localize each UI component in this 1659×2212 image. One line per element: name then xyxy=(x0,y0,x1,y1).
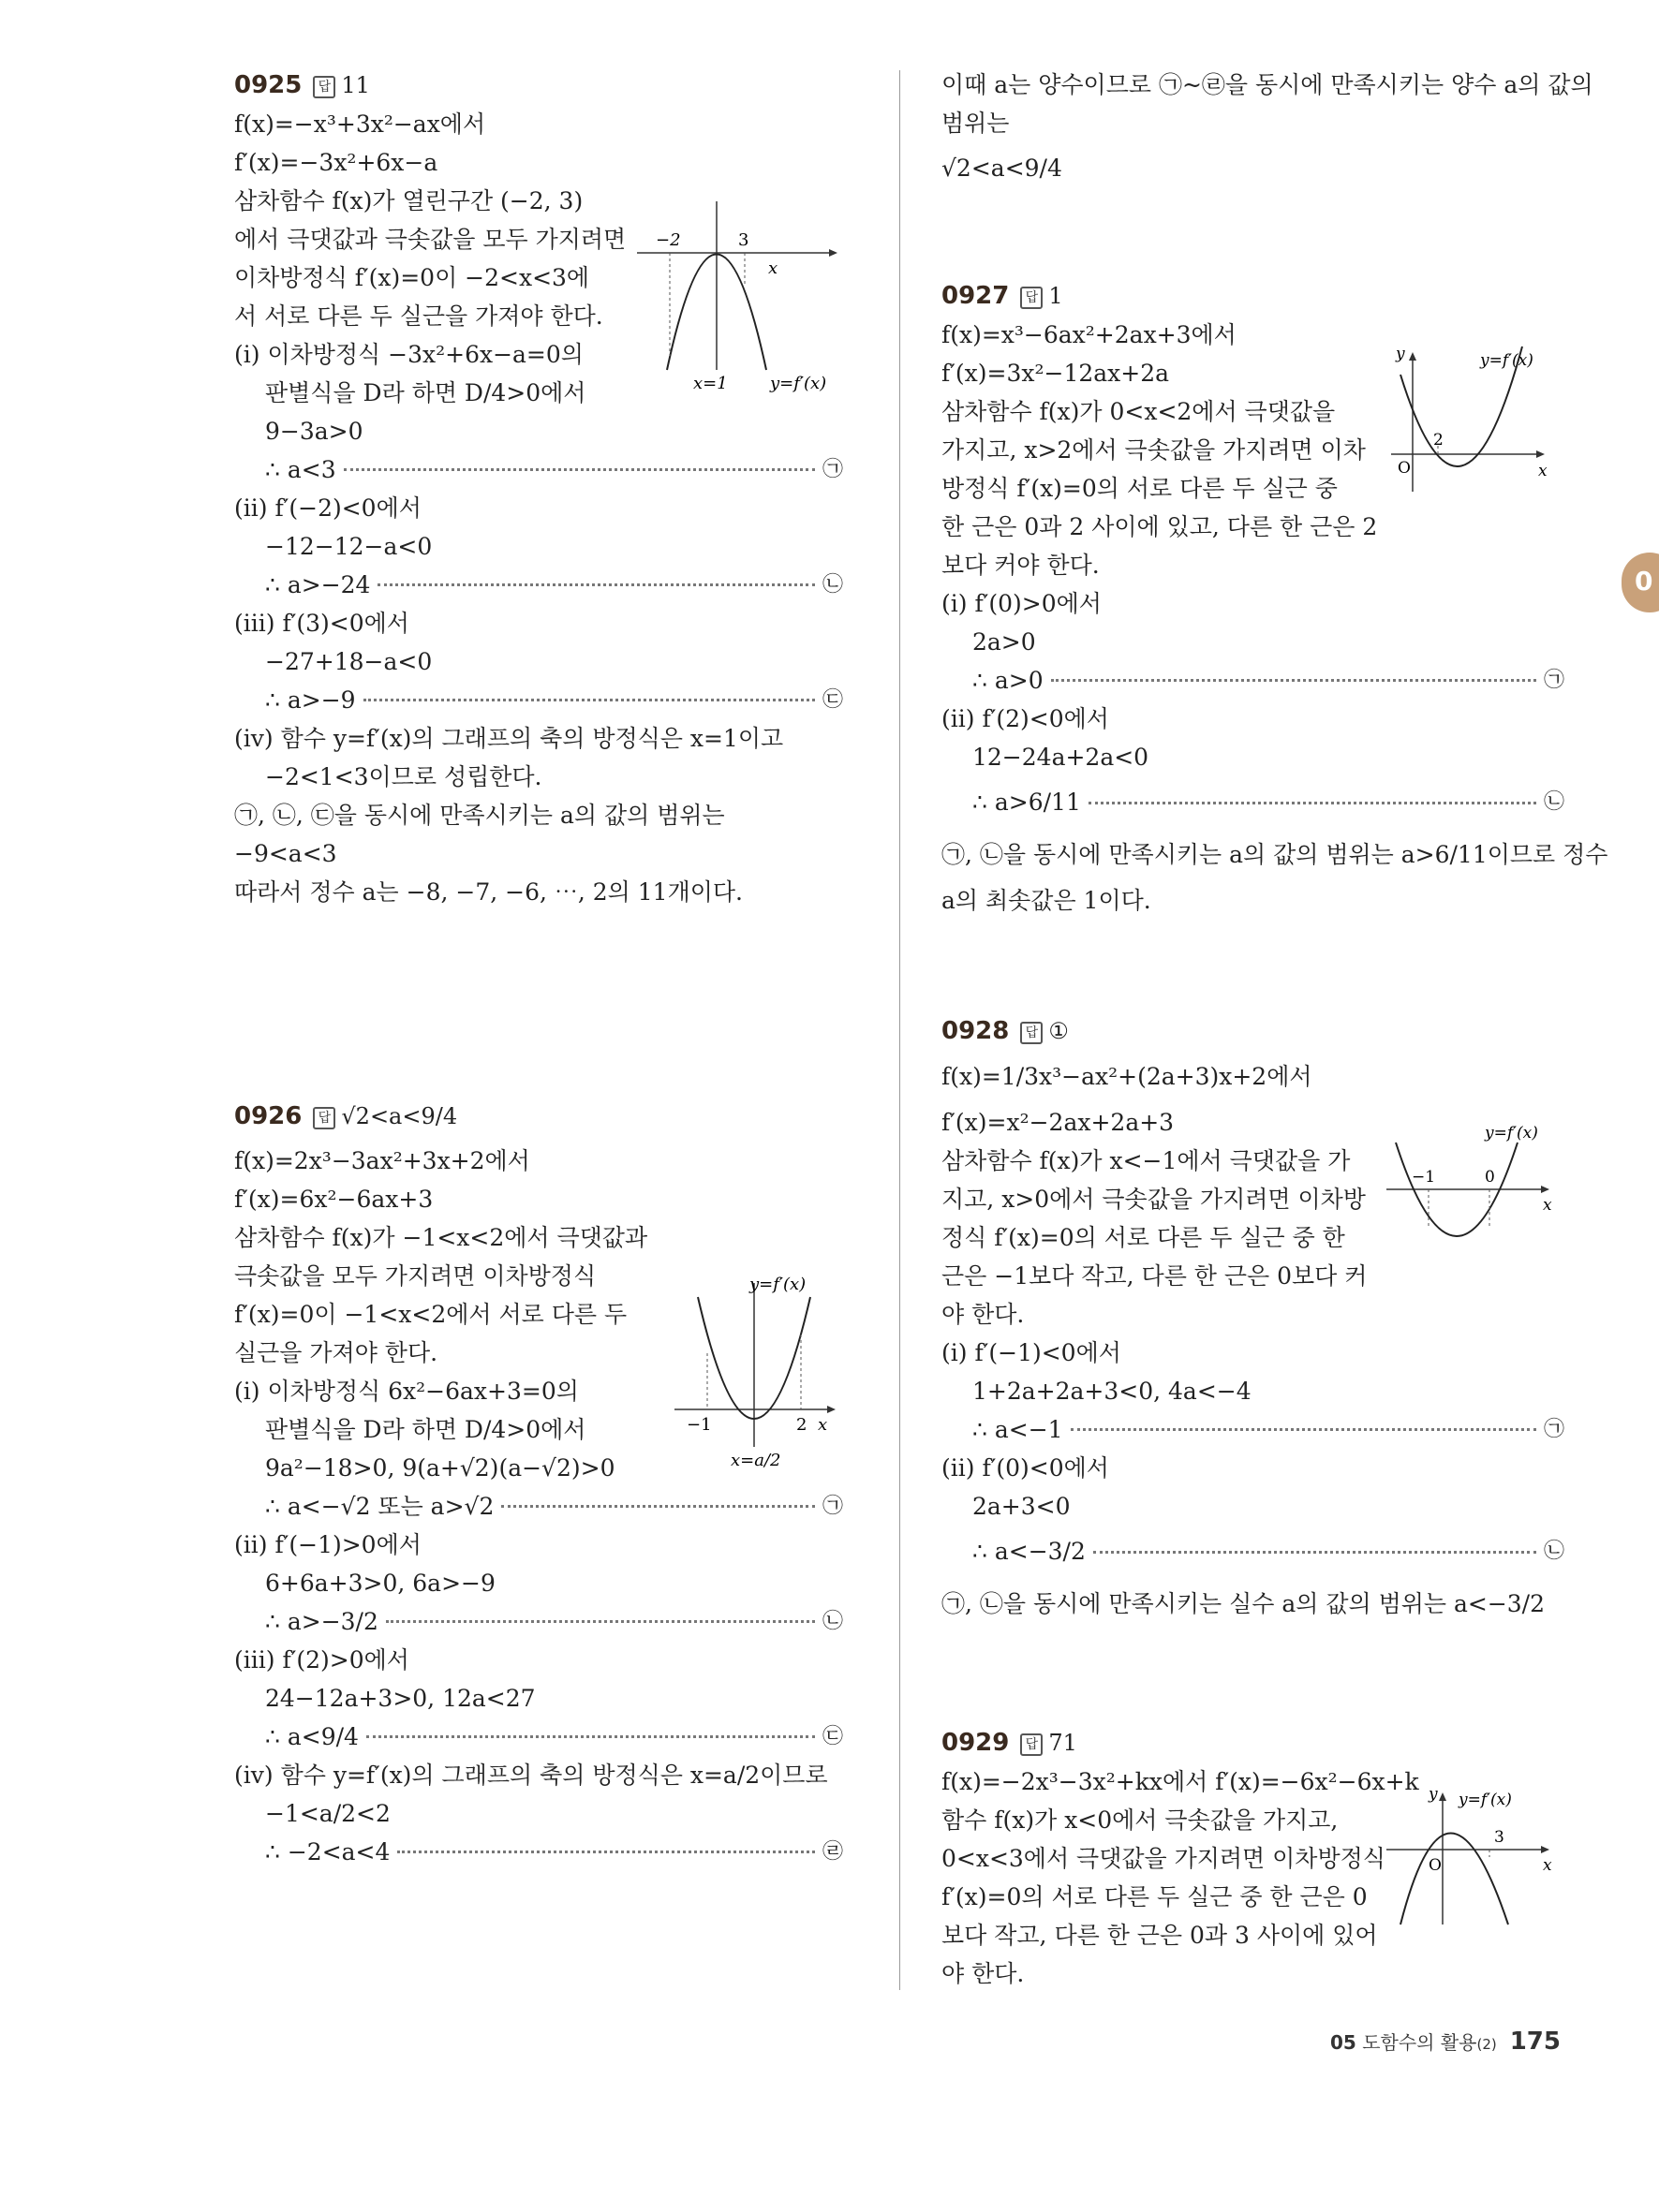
parabola-graph xyxy=(670,1269,843,1484)
condition-text: ∴ a<3 xyxy=(265,456,336,483)
chapter-subtitle: (2) xyxy=(1476,2036,1497,2053)
text-line: 9−3a>0 xyxy=(265,418,363,445)
problem-0929 xyxy=(941,1723,1564,1993)
problem-header xyxy=(234,66,843,105)
text-line: ㉠, ㉡을 동시에 만족시키는 실수 a의 값의 범위는 a<−3/2 xyxy=(941,1590,1546,1617)
left-root-label: −2 xyxy=(656,230,681,250)
text-line: −1<a/2<2 xyxy=(265,1800,391,1827)
y-axis-label: y xyxy=(1396,345,1405,363)
answer-badge-icon: 답 xyxy=(313,1107,335,1129)
chapter-number: 05 xyxy=(1329,2031,1356,2054)
text-line: 보다 커야 한다. xyxy=(941,552,1100,579)
condition-text: ∴ a>−24 xyxy=(265,571,371,598)
condition-mark: ㉢ xyxy=(822,1725,843,1748)
right-tick-label: 0 xyxy=(1485,1168,1495,1187)
text-line: (i) f′(−1)<0에서 xyxy=(941,1339,1121,1366)
text-line: 야 한다. xyxy=(941,1301,1025,1328)
dot-leader xyxy=(366,1735,815,1738)
text-line: 실근을 가져야 한다. xyxy=(234,1339,438,1366)
curve-label: y=f′(x) xyxy=(770,374,827,393)
condition-row xyxy=(941,661,1564,700)
y-axis-label: y xyxy=(1429,1785,1438,1804)
condition-text: ∴ a<−1 xyxy=(972,1416,1063,1443)
text-line: 삼차함수 f(x)가 x<−1에서 극댓값을 가 xyxy=(941,1147,1351,1174)
text-line: 야 한다. xyxy=(941,1960,1025,1987)
text-line: f′(x)=3x²−12ax+2a xyxy=(941,360,1170,387)
text-line: −27+18−a<0 xyxy=(265,648,433,675)
text-line: 에서 극댓값과 극솟값을 모두 가지려면 xyxy=(234,226,627,253)
parabola-curve xyxy=(1400,1834,1508,1925)
text-line: (iv) 함수 y=f′(x)의 그래프의 축의 방정식은 x=a/2이므로 xyxy=(234,1762,828,1789)
text-line: (ii) f′(0)<0에서 xyxy=(941,1454,1109,1482)
condition-mark: ㉠ xyxy=(1543,669,1564,692)
condition-row xyxy=(234,1487,843,1526)
x-axis-arrow-icon xyxy=(1541,1846,1549,1853)
curve-label: y=f′(x) xyxy=(1459,1791,1512,1809)
right-root-label: 2 xyxy=(796,1415,807,1435)
problem-0925 xyxy=(234,66,843,911)
text-line: 1+2a+2a+3<0, 4a<−4 xyxy=(972,1378,1252,1405)
text-line: f′(x)=0의 서로 다른 두 실근 중 한 근은 0 xyxy=(941,1883,1368,1910)
parabola-graph xyxy=(628,197,843,393)
text-line: f′(x)=−3x²+6x−a xyxy=(234,149,438,176)
condition-mark: ㉠ xyxy=(822,458,843,481)
condition-mark: ㉡ xyxy=(822,1610,843,1633)
text-line: (ii) f′(−1)>0에서 xyxy=(234,1531,422,1558)
answer-value: 71 xyxy=(1048,1730,1077,1756)
text-line: f(x)=1/3x³−ax²+(2a+3)x+2에서 xyxy=(941,1063,1312,1090)
condition-text: ∴ a>−3/2 xyxy=(265,1608,378,1635)
text-line: (i) f′(0)>0에서 xyxy=(941,590,1102,617)
dot-leader xyxy=(397,1851,815,1853)
problem-number: 0927 xyxy=(941,282,1010,310)
x-axis-label: x xyxy=(818,1415,828,1435)
text-line: √2<a<9/4 xyxy=(941,155,1062,182)
condition-mark: ㉠ xyxy=(1543,1418,1564,1441)
condition-row xyxy=(234,450,843,489)
text-line: 삼차함수 f(x)가 −1<x<2에서 극댓값과 xyxy=(234,1224,648,1251)
condition-text: ∴ a>6/11 xyxy=(972,789,1081,816)
condition-row xyxy=(234,1602,843,1641)
page-footer xyxy=(1330,2028,1561,2056)
graph-0927 xyxy=(1386,342,1564,501)
condition-text: ∴ a<−3/2 xyxy=(972,1538,1086,1565)
condition-text: ∴ a<9/4 xyxy=(265,1723,359,1750)
axis-equation-label: x=a/2 xyxy=(731,1451,781,1470)
problem-0926-continued xyxy=(941,66,1593,195)
text-line: 6+6a+3>0, 6a>−9 xyxy=(265,1570,496,1597)
problem-0926 xyxy=(234,1091,843,1871)
text-line: 판별식을 D라 하면 D/4>0에서 xyxy=(265,1416,586,1443)
problem-number: 0926 xyxy=(234,1102,303,1130)
dot-leader xyxy=(1089,802,1536,804)
problem-header xyxy=(941,1723,1564,1762)
x-axis-arrow-icon xyxy=(1541,1186,1549,1193)
text-line: f′(x)=0이 −1<x<2에서 서로 다른 두 xyxy=(234,1301,628,1328)
text-line: 9a²−18>0, 9(a+√2)(a−√2)>0 xyxy=(265,1454,615,1482)
chapter-title: 도함수의 활용 xyxy=(1362,2031,1477,2054)
answer-badge-icon: 답 xyxy=(1020,1733,1043,1756)
problem-header xyxy=(234,1091,843,1142)
y-axis-arrow-icon xyxy=(1409,352,1416,361)
tick-label: 2 xyxy=(1433,431,1444,450)
x-axis-arrow-icon xyxy=(827,1406,836,1413)
problem-header xyxy=(941,276,1564,316)
text-line: f′(x)=x²−2ax+2a+3 xyxy=(941,1109,1175,1136)
condition-mark: ㉡ xyxy=(822,573,843,597)
answer-badge-icon: 답 xyxy=(1020,1022,1043,1044)
text-line: (ii) f′(−2)<0에서 xyxy=(234,494,422,522)
text-line: f(x)=x³−6ax²+2ax+3에서 xyxy=(941,321,1237,348)
text-line: (ii) f′(2)<0에서 xyxy=(941,705,1109,732)
dot-leader xyxy=(1071,1428,1536,1431)
text-line: 24−12a+3>0, 12a<27 xyxy=(265,1685,536,1712)
answer-value: 1 xyxy=(1048,283,1063,309)
condition-text: ∴ a<−√2 또는 a>√2 xyxy=(265,1493,495,1520)
right-root-label: 3 xyxy=(738,230,749,250)
x-axis-label: x xyxy=(1538,462,1548,480)
graph-0929 xyxy=(1382,1784,1564,1934)
text-line: −9<a<3 xyxy=(234,840,337,867)
text-line: f(x)=−x³+3x²−ax에서 xyxy=(234,111,486,138)
x-axis-arrow-icon xyxy=(1536,450,1545,458)
condition-mark: ㉢ xyxy=(822,688,843,712)
text-line: 삼차함수 f(x)가 0<x<2에서 극댓값을 xyxy=(941,398,1336,425)
text-line: 보다 작고, 다른 한 근은 0과 3 사이에 있어 xyxy=(941,1922,1378,1949)
text-line: 한 근은 0과 2 사이에 있고, 다른 한 근은 2 xyxy=(941,513,1378,540)
condition-text: ∴ a>0 xyxy=(972,667,1044,694)
dot-leader xyxy=(363,699,815,701)
parabola-graph xyxy=(1382,1784,1564,1934)
problem-number: 0928 xyxy=(941,1017,1010,1045)
text-line: ㉠, ㉡을 동시에 만족시키는 a의 값의 범위는 a>6/11이므로 정수 xyxy=(941,841,1608,868)
text-line: (iii) f′(3)<0에서 xyxy=(234,610,409,637)
page-number: 175 xyxy=(1509,2028,1561,2056)
dot-leader xyxy=(378,583,815,586)
answer-value: ① xyxy=(1048,1018,1069,1044)
left-tick-label: −1 xyxy=(1412,1168,1436,1187)
text-line: 2a>0 xyxy=(972,628,1036,656)
condition-text: ∴ a>−9 xyxy=(265,686,356,714)
text-line: 2a+3<0 xyxy=(972,1493,1071,1520)
condition-row xyxy=(234,681,843,719)
x-axis-label: x xyxy=(1543,1856,1552,1875)
left-root-label: −1 xyxy=(687,1415,712,1435)
parabola-graph xyxy=(1382,1124,1564,1264)
text-line: 범위는 xyxy=(941,110,1010,137)
dot-leader xyxy=(501,1505,815,1508)
answer-value: √2<a<9/4 xyxy=(341,1103,458,1129)
text-line: 이때 a는 양수이므로 ㉠~㉣을 동시에 만족시키는 양수 a의 값의 xyxy=(941,71,1593,98)
graph-0928 xyxy=(1382,1124,1564,1264)
problem-number: 0929 xyxy=(941,1729,1010,1757)
problem-0928 xyxy=(941,1011,1564,1630)
x-axis-arrow-icon xyxy=(829,249,837,257)
text-line: 극솟값을 모두 가지려면 이차방정식 xyxy=(234,1262,597,1290)
column-divider xyxy=(899,70,900,1990)
curve-label: y=f′(x) xyxy=(1480,351,1533,370)
text-line: 지고, x>0에서 극솟값을 가지려면 이차방 xyxy=(941,1186,1366,1213)
dot-leader xyxy=(1051,679,1536,682)
condition-mark: ㉣ xyxy=(822,1840,843,1864)
text-line: −2<1<3이므로 성립한다. xyxy=(265,763,542,790)
answer-value: 11 xyxy=(341,72,370,98)
dot-leader xyxy=(386,1620,815,1623)
side-tab-label: 0 xyxy=(1635,566,1653,597)
problem-0927 xyxy=(941,276,1608,920)
condition-row xyxy=(941,776,1564,829)
text-line: 정식 f′(x)=0의 서로 다른 두 실근 중 한 xyxy=(941,1224,1345,1251)
condition-mark: ㉡ xyxy=(1543,790,1564,814)
text-line: 가지고, x>2에서 극솟값을 가지려면 이차 xyxy=(941,436,1366,464)
tick-label: 3 xyxy=(1494,1828,1504,1847)
chapter-side-tab xyxy=(1622,553,1659,612)
origin-label: O xyxy=(1429,1856,1442,1875)
dot-leader xyxy=(344,468,815,471)
text-line: 따라서 정수 a는 −8, −7, −6, ⋯, 2의 11개이다. xyxy=(234,878,743,906)
condition-mark: ㉡ xyxy=(1543,1540,1564,1563)
text-line: 근은 −1보다 작고, 다른 한 근은 0보다 커 xyxy=(941,1262,1368,1290)
text-line: 방정식 f′(x)=0의 서로 다른 두 실근 중 xyxy=(941,475,1338,502)
answer-badge-icon: 답 xyxy=(313,76,335,98)
text-line: (i) 이차방정식 6x²−6ax+3=0의 xyxy=(234,1378,579,1405)
text-line: 12−24a+2a<0 xyxy=(972,744,1149,771)
origin-label: O xyxy=(1398,459,1411,478)
condition-row xyxy=(234,1833,843,1871)
text-line: f′(x)=6x²−6ax+3 xyxy=(234,1186,434,1213)
text-line: 서 서로 다른 두 실근을 가져야 한다. xyxy=(234,302,603,330)
text-line: f(x)=−2x³−3x²+kx에서 f′(x)=−6x²−6x+k xyxy=(941,1768,1419,1795)
parabola-graph xyxy=(1386,342,1564,501)
problem-header xyxy=(941,1011,1564,1051)
text-line: a의 최솟값은 1이다. xyxy=(941,887,1151,914)
problem-number: 0925 xyxy=(234,71,303,99)
x-axis-label: x xyxy=(768,258,778,278)
dot-leader xyxy=(1093,1551,1536,1554)
curve-label: y=f′(x) xyxy=(749,1275,807,1294)
graph-0926 xyxy=(670,1269,843,1484)
text-line: ㉠, ㉡, ㉢을 동시에 만족시키는 a의 값의 범위는 xyxy=(234,802,725,829)
text-line: 0<x<3에서 극댓값을 가지려면 이차방정식 xyxy=(941,1845,1385,1872)
condition-text: ∴ −2<a<4 xyxy=(265,1838,391,1865)
text-line: f(x)=2x³−3ax²+3x+2에서 xyxy=(234,1147,530,1174)
graph-0925 xyxy=(628,197,843,393)
answer-badge-icon: 답 xyxy=(1020,287,1043,309)
text-line: (i) 이차방정식 −3x²+6x−a=0의 xyxy=(234,341,584,368)
y-axis-arrow-icon xyxy=(1439,1792,1446,1801)
condition-row xyxy=(941,1526,1564,1578)
curve-label: y=f′(x) xyxy=(1485,1124,1538,1143)
condition-row xyxy=(234,566,843,604)
text-line: −12−12−a<0 xyxy=(265,533,433,560)
condition-row xyxy=(234,1718,843,1756)
text-line: 삼차함수 f(x)가 열린구간 (−2, 3) xyxy=(234,187,584,214)
condition-row xyxy=(941,1410,1564,1449)
condition-mark: ㉠ xyxy=(822,1495,843,1518)
axis-equation-label: x=1 xyxy=(693,374,728,393)
text-line: 판별식을 D라 하면 D/4>0에서 xyxy=(265,379,586,406)
text-line: (iii) f′(2)>0에서 xyxy=(234,1646,409,1674)
x-axis-label: x xyxy=(1543,1196,1552,1215)
chapter-label xyxy=(1330,2028,1497,2055)
text-line: 이차방정식 f′(x)=0이 −2<x<3에 xyxy=(234,264,590,291)
text-line: 함수 f(x)가 x<0에서 극솟값을 가지고, xyxy=(941,1806,1339,1834)
text-line: (iv) 함수 y=f′(x)의 그래프의 축의 방정식은 x=1이고 xyxy=(234,725,784,752)
